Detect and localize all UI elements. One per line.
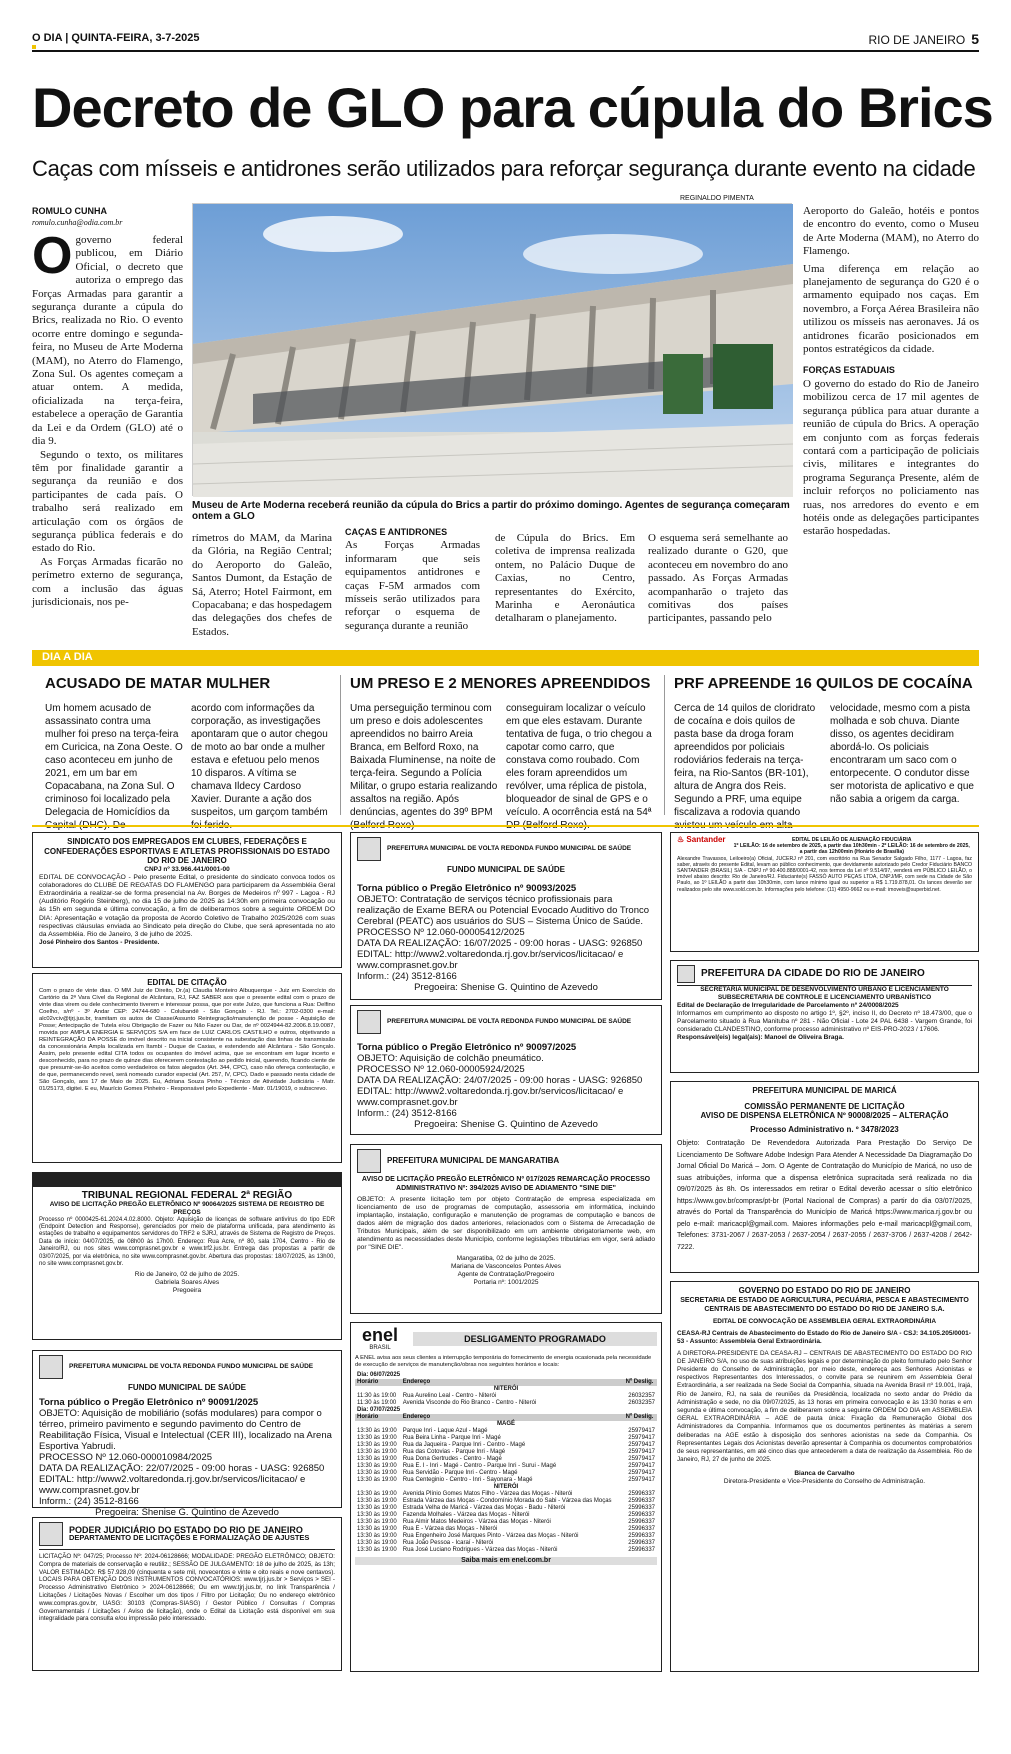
enel-city-row: NITERÓI xyxy=(493,1386,519,1392)
volta-redonda-logo-icon xyxy=(39,1355,63,1379)
sindicato-cnpj: CNPJ nº 33.966.441/0001-00 xyxy=(144,865,230,873)
ad-mangaratiba xyxy=(350,1144,662,1314)
photo-credit: REGINALDO PIMENTA xyxy=(680,195,754,202)
table-row: 13:30 às 19:00 Rua Engenheiro José Marques Pinto - Várzea das Moças - Niterói 25996337 xyxy=(357,1533,655,1539)
vr3-line6: Inform.: (24) 3512-8166 xyxy=(357,1108,457,1119)
enel-title: DESLIGAMENTO PROGRAMADO xyxy=(413,1332,657,1346)
section-divider xyxy=(32,825,979,827)
table-row: 13:30 às 19:00 Rua Centeginio - Centro - Inri - Sayonara - Magé 25979417 xyxy=(357,1477,655,1483)
subhead: Caças com mísseis e antidrones serão utilizados para reforçar segurança durante evento na cidade xyxy=(32,156,976,181)
vr2-line3: PROCESSO Nº 12.060-00005412/2025 xyxy=(357,926,525,938)
photo-caption: Museu de Arte Moderna receberá reunião da cúpula do Brics a partir do próximo domingo. Agentes de segurança começaram ontem a GLO xyxy=(192,500,790,522)
mang-role: Agente de Contratação/Pregoeiro xyxy=(457,1271,555,1278)
pj-body: LICITAÇÃO Nº: 047/25; Processo Nº: 2024-06128666; MODALIDADE: PREGÃO ELETRÔNICO; OBJETO: Compra de materiais de conservação e reutiliz.; SESSÃO DE JULGAMENTO: 18 de julho de 2025, às 13h; VALOR ESTIMADO: R$ 57.928,09 (cinquenta e sete mil, novecentos e vinte e oito reais e nove centavos). LOCAIS PARA OBTENÇÃO DOS INSTRUMENTOS CONVOCATÓRIOS: www.tjrj.jus.br > Serviços > SEI - Processo Administrativo Eletrônico > 2024-06128666; Ou em www.tjrj.jus.br, no link Transparência / Licitações / Licitações Novas / Escolher um dos tipos / Filtro por Licitação; Ou no endereço eletrônico www.compras.gov.br, UASG: 30103 (Compras-SIASG) / Gestor Público / Consultas / Compras Governamentais / Licitações / Aviso de licitação), onde o Edital da Licitação está disponível em sua integralidade para consulta e/ou impressão pelo interessado. xyxy=(39,1553,335,1623)
ad-sindicato xyxy=(32,832,342,968)
table-row: 13:30 às 19:00 Rua Dona Gertrudes - Centro - Magé 25979417 xyxy=(357,1456,655,1462)
byline: ROMULO CUNHA xyxy=(32,206,107,216)
vr1-line3: PROCESSO Nº 12.060-000010984/2025 xyxy=(39,1451,212,1463)
article-column-1 xyxy=(32,227,183,609)
col3-subtitle: CAÇAS E ANTIDRONES xyxy=(345,527,448,537)
trf-place: Rio de Janeiro, 02 de julho de 2025. xyxy=(134,1271,240,1279)
mam-photo xyxy=(192,203,792,496)
ceasa-title: GOVERNO DO ESTADO DO RIO DE JANEIRO xyxy=(738,1286,911,1295)
table-row: 11:30 às 19:00 Avenida Visconde do Rio Branco - Centro - Niterói 26032357 xyxy=(357,1400,655,1406)
col6-para3: O governo do estado do Rio de Janeiro mobilizou cerca de 17 mil agentes de segurança pública para atuar durante a reunião de cúpula do Brics. A operação em conjunto com as forças federais contará com a participação de policiais civis, militares e integrantes do programa Segurança Presente, além de incluir reforços no policiamento nas ruas, nos arredores do evento e em hotéis onde as delegações participantes estarão hospedadas. xyxy=(803,377,979,538)
table-row: 13:30 às 19:00 Rua Almir Matos Medeiros - Várzea das Moças - Niterói 25996337 xyxy=(357,1519,655,1525)
page-header-left: O DIA | QUINTA-FEIRA, 3-7-2025 xyxy=(32,32,200,44)
article-column-4: de Cúpula do Brics. Em coletiva de imprensa realizada ontem, no Palácio Duque de Caxias, no Centro, representantes do Exército, Marinha e Aeronáutica detalharam o planejamento. xyxy=(495,532,635,625)
dia-story-3 xyxy=(674,675,979,832)
page-header-right xyxy=(869,31,979,47)
dia-separator-1 xyxy=(340,675,341,815)
vr1-line1: Torna público o Pregão Eletrônico nº 90091/2025 xyxy=(39,1396,259,1408)
trf-role: Pregoeira xyxy=(172,1287,202,1295)
dia-story-1-text-a: Um homem acusado de assassinato contra uma mulher foi preso na terça-feira em Curicica, na Zona Oeste. O caso aconteceu em junho de 2021, em um bar em Copacabana, na Zona Sul. O criminoso foi localizado pela Delegacia de Homicídios da xyxy=(45,703,183,818)
ad-volta-redonda-1 xyxy=(32,1350,342,1518)
citacao-title: EDITAL DE CITAÇÃO xyxy=(147,978,227,987)
col6-para1: Aeroporto do Galeão, hotéis e pontos de encontro do evento, como o Museu de Arte Moderna (MAM), no Aterro do Flamengo. xyxy=(803,205,979,258)
vr3-sign: Pregoeira: Shenise G. Quintino de Azevedo xyxy=(414,1119,598,1130)
vr1-title: FUNDO MUNICIPAL DE SAÚDE xyxy=(128,1383,246,1392)
santander-body: Alexandre Travassos, Leiloeiro(a) Oficial, JUCERJ nº 201, com escritório na Rua Senador Salgado Filho, 1177 - Lagoa, faz saber, através do presente Edital, levam ao público conhecimento, que devidamente autorizado pelo Credor Fiduciário BANCO SANTANDER (BRASIL) S/A - CNPJ nº 90.400.888/0001-42, nos termos da Lei nº 9.514/97, venderá em PÚBLICO LEILÃO, o imóvel abaixo descrito: Rio de Janeiro/RJ. Fiduciante(s) FASSÓ AUTO PEÇAS LTDA, CNPJ/MF, com sede na Cidade de São Paulo, ao 1º LEILÃO a partir das 10h30min, com lance mínimo igual ou superior a R$ 1.719.878,01. Os lances deverão ser realizados pelo site www.sold.com.br. Informações pelo telefone: (11) 4950-9662 ou e-mail: imoveis@superbid.net. xyxy=(677,855,972,893)
trf-top-bar xyxy=(33,1173,341,1187)
vr3-line1: Torna público o Pregão Eletrônico nº 90097/2025 xyxy=(357,1042,577,1053)
ceasa-head: CEASA-RJ Centrais de Abastecimento do Estado do Rio de Janeiro S/A - CSJ: 34.105.205/0001-53 - Assunto: Assembleia Geral Extraordinária. xyxy=(677,1329,971,1345)
sindicato-sign: José Pinheiro dos Santos - Presidente. xyxy=(39,939,160,947)
col1-text: governo federal publicou, em Diário Oficial, o decreto que autoriza o emprego das Forças Armadas para garantir a segurança durante a cúpula do Brics, realizada no Rio. O evento ocorre entre domingo e segunda-feira, no Museu de Arte Moderna (MAM), no Aterro do Flamengo, Zona Sul. Os agentes começam a atuar ontem. A medida, oficializada na terça-feira, estabelece a operação de Garantia da Lei e da Ordem (GLO) até o dia 9. xyxy=(32,234,183,448)
pjerj-logo-icon xyxy=(39,1522,63,1546)
vr2-title: FUNDO MUNICIPAL DE SAÚDE xyxy=(447,865,565,874)
enel-city-row: MAGÉ xyxy=(497,1421,515,1427)
enel-footer: Saiba mais em enel.com.br xyxy=(355,1557,657,1565)
vr1-line4: DATA DA REALIZAÇÃO: 22/07/2025 - 09:00 horas - UASG: 926850 xyxy=(39,1462,325,1474)
ad-volta-redonda-3 xyxy=(350,1005,662,1135)
prefrio-body: Informamos em cumprimento ao disposto no artigo 1º, §2º, inciso II, do Decreto nº 18.473/00, que o Parcelamento situado à Rua Manituba nº 281 - Não Oficial - Lote 24 PAL 6438 - Vargem Grande, foi considerado CLANDESTINO, conforme processo administrativo nº EIS-PRO-2023 / 17606. xyxy=(677,1010,972,1033)
article-column-6 xyxy=(803,205,979,539)
ceasa-body: A DIRETORA-PRESIDENTE DA CEASA-RJ – CENTRAIS DE ABASTECIMENTO DO ESTADO DO RIO DE JANEIRO S/A, no uso de suas atribuições legais e por determinação do pleito formulado pelo Senhor Presidente do Conselho de Administração, por meio deste, endereça aos Senhores Acionistas e respectivos Representantes dos Interessados, o convite para se reunirem em Assembleia Geral Extraordinária, a ser realizada na Sede Social da Companhia, situada na Avenida Brasil nº 19.001, Irajá, Rio de Janeiro, RJ, na sala de reuniões da Presidência, localizada no sexto andar do Prédio da Administração e sede, no dia 09/07/2025, às 13 horas em primeira convocação e às 13:30 horas e em segunda e última convocação, a fim de deliberarem sobre a seguinte ORDEM DO DIA em ASSEMBLEIA GERAL EXTRAORDINÁRIA – AGE de pauta única: Fixação da Remuneração Global dos Administradores da Companhia. Informamos que os documentos pertinentes às matérias a serem deliberadas na AGE estão à disposição dos senhores acionistas na sede da Companhia. Os Representantes Legais dos Acionistas deverão apresentar à Companhia os documentos comprobatórios de seus representantes, em até cinco dias que antecederem a data de realização da Assembleia. Rio de Janeiro, RJ, 27 de junho de 2025. xyxy=(677,1349,972,1464)
vr3-head: PREFEITURA MUNICIPAL DE VOLTA REDONDA FUNDO MUNICIPAL DE SAÚDE xyxy=(387,1018,632,1025)
ad-trf2 xyxy=(32,1172,342,1340)
ad-santander xyxy=(670,832,979,952)
vr3-line3: PROCESSO Nº 12.060-00005924/2025 xyxy=(357,1064,525,1075)
volta-redonda-logo-icon xyxy=(357,1010,381,1034)
ad-poder-judiciario xyxy=(32,1517,342,1671)
col3-text: As Forças Armadas informaram que seis equipamentos antidrones e caças F-5M armados com mísseis serão utilizados para reforçar o esquema de segurança durante a reunião xyxy=(345,539,480,632)
santander-flame-icon: ♨ xyxy=(677,835,685,844)
mang-sign: Mariana de Vasconcelos Pontes Alves xyxy=(450,1263,562,1270)
santander-brand: Santander xyxy=(686,835,726,844)
prefrio-title: PREFEITURA DA CIDADE DO RIO DE JANEIRO xyxy=(701,968,925,979)
pj-sub: DEPARTAMENTO DE LICITAÇÕES E FORMALIZAÇÃO DE AJUSTES xyxy=(69,1533,310,1542)
vr3-line2: OBJETO: Aquisição de colchão pneumático. xyxy=(357,1053,544,1064)
section-name: RIO DE JANEIRO xyxy=(868,33,966,47)
trf-sub: AVISO DE LICITAÇÃO PREGÃO ELETRÔNICO Nº 90064/2025 SISTEMA DE REGISTRO DE PREÇOS xyxy=(49,1200,325,1216)
article-column-3 xyxy=(345,526,480,633)
author-email: romulo.cunha@odia.com.br xyxy=(32,218,123,227)
dropcap: O xyxy=(32,227,73,285)
ceasa-sub1: SECRETARIA DE ESTADO DE AGRICULTURA, PECUÁRIA, PESCA E ABASTECIMENTO xyxy=(680,1296,969,1304)
mangaratiba-logo-icon xyxy=(357,1149,381,1173)
table-row: 11:30 às 19:00 Rua Aurelino Leal - Centro - Niterói 26032357 xyxy=(357,1393,655,1399)
dia-story-3-text-a: Cerca de 14 quilos de cloridrato de cocaína e dois quilos de pasta base da droga foram apreendidos por policiais rodoviários federais na terça-feira, na Rio-Santos (BR-101), altura de Angra dos Reis. Segundo a PRF, uma equipe fiscalizava a rodovia quando xyxy=(674,703,816,818)
col6-para2: Uma diferença em relação ao planejamento de segurança do G20 é o armamento equipado nos caças. Em novembro, a Força Aérea Brasileira não utilizou os mísseis nas aeronaves. Já os antidrones ficarão posicionados em pontos estratégicos da cidade. xyxy=(803,262,979,356)
page-number: 5 xyxy=(971,31,979,47)
sindicato-body: EDITAL DE CONVOCAÇÃO - Pelo presente Edital, o presidente do sindicato convoca todos os colaboradores do CLUBE DE REGATAS DO FLAMENGO para participarem da Assembléia Geral Extraordinária a realizar-se de forma presencial na Av. Borges de Medeiros nº 997 - Lagoa - RJ (Auditório Rogério Steinberg), no dia 15 de julho de 2025 às 14:30h em primeira convocação ou às 15h em segunda e última convocação, a fim de deliberarmos sobre a seguinte ORDEM DO DIA: Apresentação e votação da proposta de Acordo Coletivo de Trabalho 2025/2026 com suas respectivas cláusulas enviada ao Sindicato pela direção do Clube, que será apresentada no ato da Assembléia. Rio de Janeiro, 3 de julho de 2025. xyxy=(39,873,335,938)
dia-story-1-title: ACUSADO DE MATAR MULHER xyxy=(45,675,271,692)
vr2-sign: Pregoeira: Shenise G. Quintino de Azevedo xyxy=(414,981,598,993)
marica-title: PREFEITURA MUNICIPAL DE MARICÁ xyxy=(752,1086,897,1095)
ceasa-role: Diretora-Presidente e Vice-Presidente do Conselho de Administração. xyxy=(723,1478,926,1486)
ad-ceasa xyxy=(670,1281,979,1672)
santander-logo xyxy=(677,837,726,843)
vr3-line5: EDITAL: http://www2.voltaredonda.rj.gov.br/servicos/licitacao/ e www.comprasnet.gov.br xyxy=(357,1086,624,1108)
ad-enel xyxy=(350,1322,662,1672)
enel-logo xyxy=(355,1326,405,1352)
dia-story-2-title: UM PRESO E 2 MENORES APREENDIDOS xyxy=(350,675,651,692)
rio-crest-icon xyxy=(677,965,695,983)
ad-volta-redonda-2 xyxy=(350,832,662,1000)
mang-place: Mangaratiba, 02 de julho de 2025. xyxy=(456,1255,556,1262)
dia-story-1-text-b: acordo com informações da corporação, as investigações apontaram que o autor chegou de moto ao bar onde a mulher estava e efetuou pelo menos 10 disparos. A vítima se chamava Ildecy Cardoso Xavier. Durante a ação dos suspeitos, um garçom também xyxy=(191,703,328,818)
mang-portaria: Portaria nº: 1001/2025 xyxy=(473,1279,539,1286)
table-row: 13:30 às 19:00 Parque Inri - Laque Azul - Magé 25979417 xyxy=(357,1428,655,1434)
citacao-body: Com o prazo de vinte dias. O MM Juiz de Direito, Dr.(a) Claudia Monteiro Albuquerque - Juiz em Exercício do Cartório da 2ª Vara Cível da Regional de Alcântara, RJ, FAZ SABER aos que o presente edital com o prazo de vinte dias virem ou dele conhecimento tiverem e interessar possa, que por este Juízo, que funciona a Rua: Delfino Coelho, s/nº - 3º Andar CEP: 24744-680 - Colubandê - São Gonçalo - RJ. Tel.: 2702-0300 e-mail: alc02vciv@tjrj.jus.br, tramitam os autos de Classe/Assunto Reintegração/manutenção de posse - Aquisição de Posse; Antecipação de Tutela e/ou Obrigação de Fazer ou Não Fazer ou Dar, de nº 0024944-82.2006.8.19.0087, movida por AMPLA ENERGIA E SERVIÇOS S/A em face de LUIZ CARLOS CASTILHO e outros, objetivando a REINTEGRAÇÃO DA POSSE do imóvel descrito na inicial consistente na subestação das linhas de transmissão da concessionária Ampla localizada em Itambi - Duque de Caxias, e estendendo até Alcântara - São Gonçalo. Assim, pelo presente edital CITA todos os ocupantes do imóvel acima, que se encontram em lugar incerto e desconhecido, para no prazo de quinze dias oferecerem contestação ao pedido inicial, querendo, ficando ciente de que presumir-se-ão aceitos como verdadeiros os fatos alegados (Art. 344, CPC), caso não ofereça contestação, e de que, permanecendo revel, será nomeado curador especial (Art. 257, IV, CPC). Dado e passado nesta cidade de São Gonçalo, aos 17 de Maio de 2025. Eu, Adriana Souza Pinho - Técnico de Atividade Judiciária - Matr. 01/25173, digitei. E eu, Maurício Gomes Pinheiro - Responsável pelo Expediente - Matr. 01/19019, o subscrevo. xyxy=(39,987,335,1092)
vr3-line4: DATA DA REALIZAÇÃO: 24/07/2025 - 09:00 horas - UASG: 926850 xyxy=(357,1075,643,1086)
table-row: 13:30 às 19:00 Fazenda Molhales - Várzea das Moças - Niterói 25996337 xyxy=(357,1512,655,1518)
trf-sign: Gabriela Soares Alves xyxy=(154,1279,220,1287)
sindicato-title: SINDICATO DOS EMPREGADOS EM CLUBES, FEDERAÇÕES E CONFEDERAÇÕES ESPORTIVAS E ATLETAS PROFISSIONAIS DO ESTADO DO RIO DE JANEIRO xyxy=(44,837,330,865)
vr1-sign: Pregoeira: Shenise G. Quintino de Azevedo xyxy=(95,1506,279,1518)
table-row: 13:30 às 19:00 Rua José Luciano Rodrigues - Várzea das Moças - Niterói 25996337 xyxy=(357,1547,655,1553)
article-column-2: rímetros do MAM, da Marina da Glória, na Região Central; do Aeroporto do Galeão, Santos Dumont, da Estação de Sá, Aterro; Hotel Fairmont, em Copacabana; e das hospedagem das delegações dos chefes de Estados. xyxy=(192,532,332,638)
mang-sub: AVISO DE LICITAÇÃO PREGÃO ELETRÔNICO Nº 017/2025 REMARCAÇÃO PROCESSO ADMINISTRATIVO Nº: 394/2025 AVISO DE ADIAMENTO "SINE DIE" xyxy=(361,1176,651,1192)
dia-a-dia-bar xyxy=(32,650,979,666)
prefrio-sub3: Edital de Declaração de Irregularidade de Parcelamento nº 24/0008/2025 xyxy=(677,1002,899,1009)
table-row: 13:30 às 19:00 Rua E. I - Inri - Magé - Centro - Parque Inri - Surui - Magé 25979417 xyxy=(357,1463,655,1469)
dia-story-2 xyxy=(350,675,655,832)
table-row: 13:30 às 19:00 Rua das Cotovias - Parque Inri - Magé 25979417 xyxy=(357,1449,655,1455)
mang-body: OBJETO: A presente licitação tem por objeto Contratação de empresa especializada em licenciamento de uso de programas de computação, assessoria em informática, incluindo implantação, instalação, configuração e manutenção de programas de computação e bancos de dados além de migração dos dados anteriores, relacionados com o Sistema de Arrecadação de Tributos Municipais, além de ser disponibilizado em um ambiente obrigatoriamente web, em atendimento as necessidades deste Município, conforme legislações tributárias em vigor, será adiado por "SINE DIE". xyxy=(357,1196,655,1251)
table-row: 13:30 às 19:00 Estrada Várzea das Moças - Condomínio Morada do Sabi - Várzea das Moças 25996337 xyxy=(357,1498,655,1504)
vr2-line2: OBJETO: Contratação de serviços técnico profissionais para realização de Exame BERA ou Potencial Evocado Auditivo do Tronco Cerebral (PEATC) aos usuários do SUS – Sistema Único de Saúde. xyxy=(357,893,650,927)
prefrio-sub1: SECRETARIA MUNICIPAL DE DESENVOLVIMENTO URBANO E LICENCIAMENTO xyxy=(700,986,949,993)
vr2-line1: Torna público o Pregão Eletrônico nº 90093/2025 xyxy=(357,882,577,894)
vr1-line6: Inform.: (24) 3512-8166 xyxy=(39,1495,139,1507)
ad-marica xyxy=(670,1081,979,1273)
enel-brand: enel xyxy=(361,1325,399,1345)
marica-sub1: COMISSÃO PERMANENTE DE LICITAÇÃO xyxy=(744,1101,905,1111)
vr2-head: PREFEITURA MUNICIPAL DE VOLTA REDONDA FUNDO MUNICIPAL DE SAÚDE xyxy=(387,845,632,852)
dia-a-dia-label: DIA A DIA xyxy=(42,651,93,663)
vr1-line5: EDITAL: http://www2.voltaredonda.rj.gov.br/servicos/licitacao/ e www.comprasnet.gov.br xyxy=(39,1473,306,1496)
marica-sub2: AVISO DE DISPENSA ELETRÔNICA Nº 90008/2025 – ALTERAÇÃO xyxy=(700,1111,949,1120)
ceasa-sub3: EDITAL DE CONVOCAÇÃO DE ASSEMBLEIA GERAL EXTRAORDINÁRIA xyxy=(712,1317,937,1325)
accent-mark xyxy=(32,45,36,49)
ad-prefeitura-rio xyxy=(670,960,979,1073)
ceasa-sign: Bianca de Carvalho xyxy=(794,1470,855,1478)
mang-head: PREFEITURA MUNICIPAL DE MANGARATIBA xyxy=(387,1156,560,1165)
table-row: 13:30 às 19:00 Rua Servidão - Parque Inri - Centro - Magé 25979417 xyxy=(357,1470,655,1476)
ad-edital-citacao xyxy=(32,973,342,1163)
header-rule xyxy=(32,50,979,52)
trf-body: Processo nº 0000425-61.2024.4.02.8000. Objeto: Aquisição de licenças de software antivírus do tipo EDR (Endpoint Detection and Response), gerenciados por meio de plataforma unificada, para atendimento às estações de trabalho e equipamentos servidores do TRF2 e SJRJ, através de Sistema de Registro de Preços. Data de início: 04/07/2025, de 08h00 às 17h00. Endereço: Rua Acre, nº 80, sala 1704, Centro - Rio de Janeiro/RJ, ou nos sites www.comprasnet.gov.br e www.trf2.jus.br. Entrega das propostas a partir de 03/07/2025, por via eletrônica, no site www.comprasnet.gov.br. Abertura das propostas: 18/07/2025, às 13h00, no site www.comprasnet.gov.br. xyxy=(39,1216,335,1267)
table-row: 13:30 às 19:00 Rua da Jaqueira - Parque Inri - Centro - Magé 25979417 xyxy=(357,1442,655,1448)
volta-redonda-logo-icon xyxy=(357,837,381,861)
marica-body: Objeto: Contratação De Revendedora Autorizada Para Prestação Do Serviço De Licenciamento De Software Adobe Indesign Para Atender A Necessidade Da Diagramação Do Jornal Oficial Do Maricá – Jom. O Agente de Contratação do Município de Maricá, no uso de suas atribuições, informa que a dispensa eletrônica supracitada será realizada no dia 09/07/2025 às 8h. Os interessados em retirar o Edital deverão acessar o sítio eletrônico https://www.gov.br/compras/pt-br (Portal Nacional de Compras) a partir do dia 03/07/2025, através do Portal da Transparência do Município de Maricá https://www.marica.rj.gov.br ou pelo e-mail: maricacpl@gmail.com. Maiores informações pelo e-mail maricacpl@gmail.com, Telefones: 3731-2067 / 2637-2053 / 2637-2054 / 2637-2055 / 2637-3706 / 2637-4208 / 2642-7222. xyxy=(677,1140,972,1251)
table-row: 13:30 às 19:00 Estrada Velha de Maricá - Várzea das Moças - Badu - Niterói 25996337 xyxy=(357,1505,655,1511)
dia-story-1 xyxy=(45,675,330,832)
vr2-line6: Inform.: (24) 3512-8166 xyxy=(357,970,457,982)
vr2-line4: DATA DA REALIZAÇÃO: 16/07/2025 - 09:00 horas - UASG: 926850 xyxy=(357,937,643,949)
dia-story-2-text-a: Uma perseguição terminou com um preso e dois adolescentes apreendidos no bairro Areia Branca, em Belford Roxo, na Baixada Fluminense, na noite de terça-feira. Segundo a Polícia Militar, o grupo estaria realizando assaltos na região. Após denúncias, agentes do 39º BPM xyxy=(350,703,498,818)
enel-schedule-table xyxy=(355,1372,657,1554)
table-row: 13:30 às 19:00 Rua Beira Linha - Parque Inri - Magé 25979417 xyxy=(357,1435,655,1441)
marica-sub3: Processo Administrativo n. º 3478/2023 xyxy=(750,1124,899,1134)
enel-country: BRASIL xyxy=(369,1345,391,1351)
dia-story-3-text-b: velocidade, mesmo com a pista molhada e sob chuva. Diante disso, os agentes decidiram abordá-lo. Os policiais encontraram um saco com o entorpecente. O condutor disse ser motorista de aplicativo e que não sabia a origem da carga. xyxy=(830,703,974,805)
enel-intro: A ENEL avisa aos seus clientes a interrupção temporária do fornecimento de energia ocasionada pela necessidade de execução de serviços de manutenção/obras nos seguintes horários e locais: xyxy=(355,1355,652,1368)
vr1-line2: OBJETO: Aquisição de mobiliário (sofás modulares) para compor o térreo, primeiro pavimento e segundo pavimento do Centro de Reabilitação Física, Visual e Intelectual (CER III), localizado na Arena Esportiva Yabrudi. xyxy=(39,1407,332,1452)
trf-title: TRIBUNAL REGIONAL FEDERAL 2ª REGIÃO xyxy=(81,1190,293,1201)
article-column-5: O esquema será semelhante ao realizado durante o G20, que aconteceu em novembro do ano passado. As Forças Armadas acompanharão o trajeto das comitivas dos países participantes, passando pelo xyxy=(648,532,788,625)
santander-sub: 1º LEILÃO: 16 de setembro de 2025, a partir das 10h30min - 2º LEILÃO: 16 de setembro de 2025, a partir das 12h00min (Horário de Brasília) xyxy=(733,843,970,856)
vr2-line5: EDITAL: http://www2.voltaredonda.rj.gov.br/servicos/licitacao/ e www.comprasnet.gov.br xyxy=(357,948,624,971)
prefrio-sub2: SUBSECRETARIA DE CONTROLE E LICENCIAMENTO URBANÍSTICO xyxy=(717,994,932,1001)
dia-separator-2 xyxy=(664,675,665,815)
prefrio-resp: Responsável(eis) legal(ais): Manoel de Oliveira Braga. xyxy=(677,1034,844,1041)
col6-subtitle: FORÇAS ESTADUAIS xyxy=(803,365,895,376)
vr1-head: PREFEITURA MUNICIPAL DE VOLTA REDONDA FUNDO MUNICIPAL DE SAÚDE xyxy=(69,1363,314,1370)
pj-title: PODER JUDICIÁRIO DO ESTADO DO RIO DE JANEIRO xyxy=(69,1525,303,1535)
enel-day-row: Dia: 06/07/2025 xyxy=(357,1372,401,1378)
table-row: 13:30 às 19:00 Rua E - Várzea das Moças - Niterói 25996337 xyxy=(357,1526,655,1532)
enel-header-row: Horário Endereço Nº Deslig. xyxy=(355,1414,657,1421)
dia-story-3-title: PRF APREENDE 16 QUILOS DE COCAÍNA xyxy=(674,675,973,692)
enel-city-row: NITERÓI xyxy=(493,1484,519,1490)
headline: Decreto de GLO para cúpula do Brics xyxy=(32,76,993,139)
ceasa-sub2: CENTRAIS DE ABASTECIMENTO DO ESTADO DO RIO DE JANEIRO S.A. xyxy=(704,1306,945,1313)
col1-para3: As Forças Armadas ficarão no perímetro externo de segurança, com a inclusão das águas jurisdicionais, nos pe- xyxy=(32,555,183,608)
table-row: 13:30 às 19:00 Rua João Pessoa - Icaraí - Niterói 25996337 xyxy=(357,1540,655,1546)
dia-story-2-text-b: conseguiram localizar o veículo em que eles estavam. Durante tentativa de fuga, o trio chegou a capotar como carro, que constava como roubado. Com eles foram apreendidos um revólver, uma réplica de pistola, bloqueador de sinal de GPS e o veículo. A ocorrência está na 54ª xyxy=(506,703,652,818)
enel-day-row: Dia: 07/07/2025 xyxy=(357,1407,401,1413)
table-row: 13:30 às 19:00 Avenida Plínio Gomes Matos Filho - Várzea das Moças - Niterói 25996337 xyxy=(357,1491,655,1497)
enel-header-row: Horário Endereço Nº Deslig. xyxy=(355,1379,657,1386)
col1-para2: Segundo o texto, os militares têm por finalidade garantir a segurança da reunião e dos participantes de cada país. O trabalho será realizado em articulação com os órgãos de segurança pública federais e do estado do Rio. xyxy=(32,448,183,555)
santander-title: EDITAL DE LEILÃO DE ALIENAÇÃO FIDUCIÁRIA xyxy=(792,837,912,843)
